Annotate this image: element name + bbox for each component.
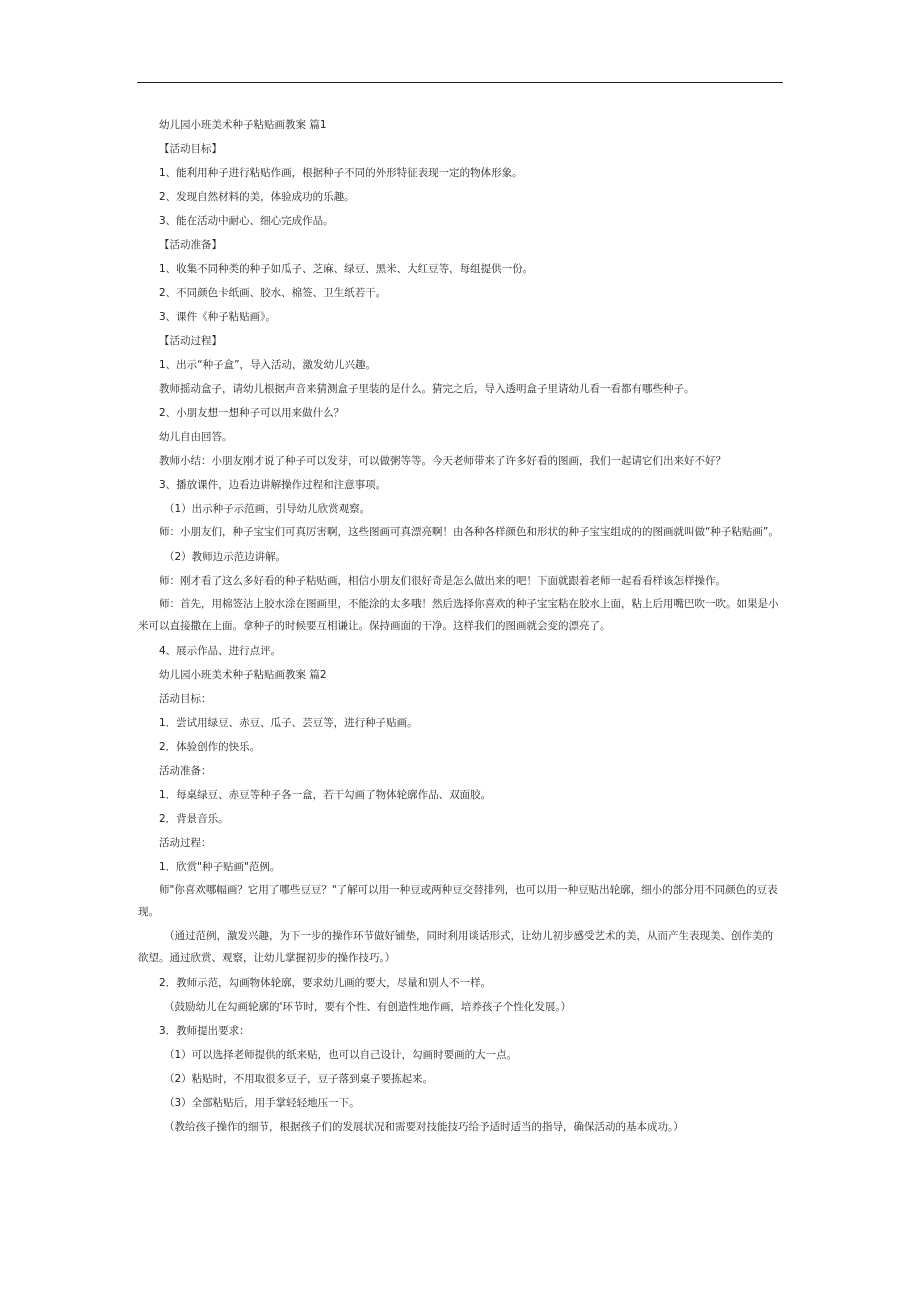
paragraph: 4、展示作品、进行点评。: [159, 645, 282, 657]
paragraph: 1、能利用种子进行粘贴作画，根据种子不同的外形特征表现一定的物体形象。: [159, 167, 523, 179]
paragraph: 师：小朋友们，种子宝宝们可真厉害啊，这些图画可真漂亮啊！由各种各样颜色和形状的种子宝宝组成的的图画就叫做“种子粘贴画”。: [159, 526, 779, 538]
paragraph: 教师小结：小朋友刚才说了种子可以发芽，可以做粥等等。今天老师带来了许多好看的图画，我们一起请它们出来好不好？: [159, 455, 726, 467]
paragraph: 1．尝试用绿豆、赤豆、瓜子、芸豆等，进行种子贴画。: [159, 717, 418, 729]
paragraph: 1．欣赏"种子贴画"范例。: [159, 861, 281, 873]
paragraph: 活动过程：: [159, 837, 212, 849]
paragraph: （2）粘贴时，不用取很多豆子，豆子落到桌子要拣起来。: [164, 1073, 434, 1085]
paragraph: 2．背景音乐。: [159, 813, 229, 825]
paragraph: 教师摇动盒子，请幼儿根据声音来猜测盒子里装的是什么。猜完之后，导入透明盒子里请幼儿看一看都有哪些种子。: [159, 383, 695, 395]
paragraph: 2、小朋友想一想种子可以用来做什么？: [159, 407, 345, 419]
paragraph: 师：刚才看了这么多好看的种子粘贴画，相信小朋友们很好奇是怎么做出来的吧！下面就跟着老师一起看看样该怎样操作。: [159, 575, 726, 587]
paragraph: 师"你喜欢哪幅画？它用了哪些豆豆？"了解可以用一种豆或两种豆交替排列，也可以用一种豆贴出轮廓，细小的部分用不同颜色的豆表现。: [138, 884, 778, 918]
paragraph: 2．体验创作的快乐。: [159, 741, 261, 753]
paragraph: 3、播放课件，边看边讲解操作过程和注意事项。: [159, 479, 387, 491]
paragraph: 3、能在活动中耐心、细心完成作品。: [159, 215, 334, 227]
paragraph: （教给孩子操作的细节，根据孩子们的发展状况和需要对技能技巧给予适时适当的指导，确保活动的基本成功。）: [164, 1121, 684, 1133]
paragraph: 【活动目标】: [159, 143, 222, 155]
paragraph: 1、出示“种子盒”，导入活动，激发幼儿兴趣。: [159, 359, 377, 371]
paragraph: （1）出示种子示范画，引导幼儿欣赏观察。: [164, 503, 371, 515]
paragraph: 3．教师提出要求：: [159, 1025, 250, 1037]
paragraph: 1、收集不同种类的种子如瓜子、芝麻、绿豆、黑米、大红豆等，每组提供一份。: [159, 263, 534, 275]
paragraph: 师：首先，用棉签沾上胶水涂在图画里，不能涂的太多哦！然后选择你喜欢的种子宝宝粘在胶水上面，粘上后用嘴巴吹一吹。如果是小米可以直接撒在上面。拿种子的时候要互相谦让。保持画面的干净。这样我们的图画就会变的漂亮了。: [138, 598, 779, 632]
header-rule: [137, 82, 783, 83]
paragraph: （鼓励幼儿在勾画轮廓的'环节时，要有个性、有创造性地作画，培养孩子个性化发展。）: [164, 1001, 572, 1013]
paragraph: 幼儿自由回答。: [159, 431, 233, 443]
paragraph: （3）全部粘贴后，用手掌轻轻地压一下。: [164, 1097, 360, 1109]
paragraph: 2．教师示范，勾画物体轮廓，要求幼儿画的要大，尽量和别人不一样。: [159, 977, 492, 989]
paragraph: 3、课件《种子粘贴画》。: [159, 311, 276, 323]
paragraph: 【活动准备】: [159, 239, 222, 251]
paragraph: （2）教师边示范边讲解。: [164, 551, 287, 563]
paragraph: （通过范例，激发兴趣，为下一步的操作环节做好铺垫，同时利用谈话形式，让幼儿初步感受艺术的美，从而产生表现美、创作美的欲望。通过欣赏、观察，让幼儿掌握初步的操作技巧。）: [138, 930, 773, 964]
paragraph: 活动准备：: [159, 765, 212, 777]
paragraph: 幼儿园小班美术种子粘贴画教案 篇2: [159, 669, 327, 681]
paragraph: 幼儿园小班美术种子粘贴画教案 篇1: [159, 119, 327, 131]
paragraph: 活动目标：: [159, 693, 212, 705]
paragraph: 2、发现自然材料的美，体验成功的乐趣。: [159, 191, 355, 203]
paragraph: 【活动过程】: [159, 335, 222, 347]
document-body: [138, 113, 783, 1139]
paragraph: 2、不同颜色卡纸画、胶水、棉签、卫生纸若干。: [159, 287, 387, 299]
paragraph: 1．每桌绿豆、赤豆等种子各一盒，若干勾画了物体轮廓作品、双面胶。: [159, 789, 492, 801]
paragraph: （1）可以选择老师提供的纸来贴，也可以自己设计，勾画时要画的大一点。: [164, 1049, 518, 1061]
